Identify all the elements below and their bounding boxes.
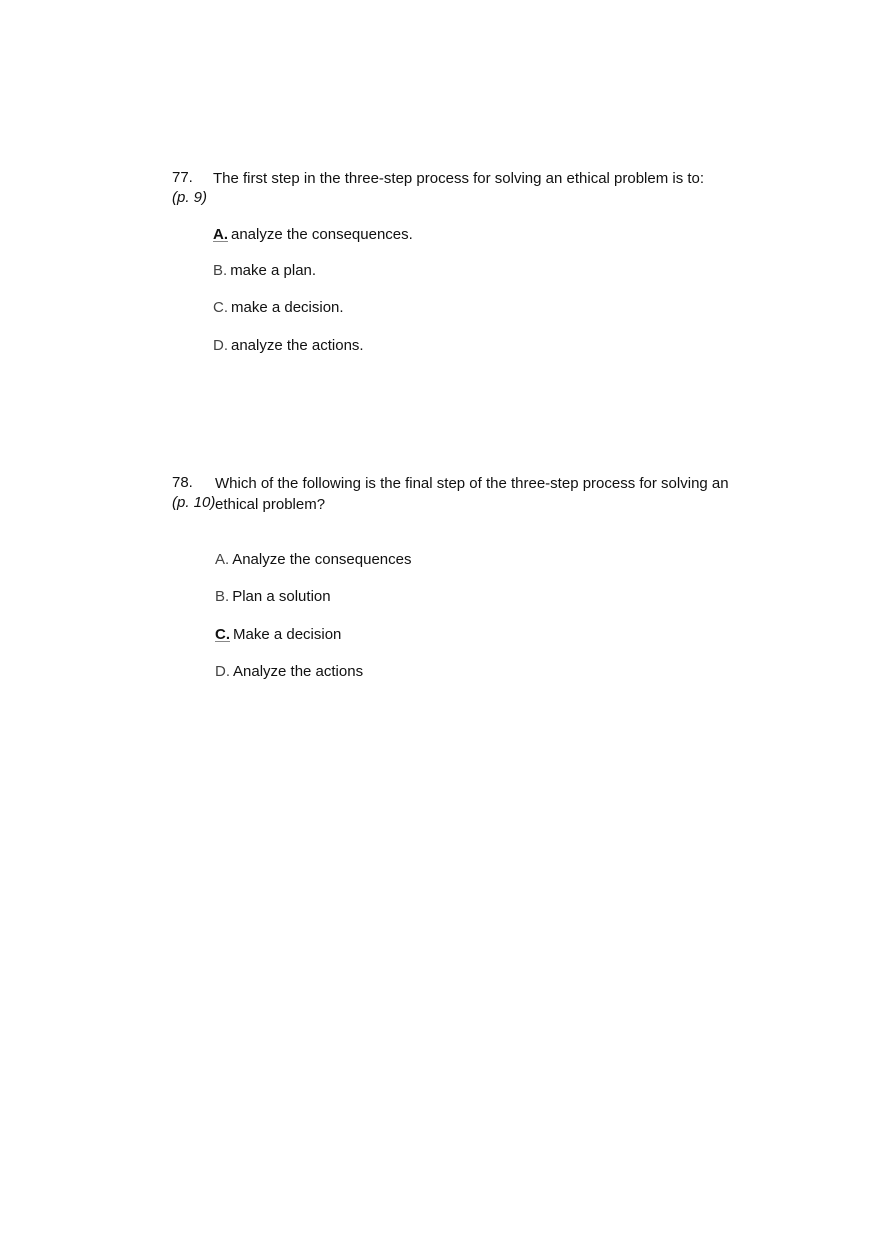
question-stem: The first step in the three-step process for solving an ethical problem is to:	[213, 170, 705, 187]
option-letter: A.	[215, 551, 230, 568]
option-letter: B.	[215, 588, 230, 605]
option-b	[215, 587, 331, 607]
page-reference: (p. 10)	[172, 494, 216, 511]
option-text: Analyze the actions	[233, 663, 364, 680]
option-text: Analyze the consequences	[232, 551, 412, 568]
question-number: 78.	[172, 474, 193, 491]
option-text: Plan a solution	[232, 588, 331, 605]
option-text: analyze the actions.	[231, 337, 364, 354]
question-number: 77.	[172, 169, 193, 186]
option-letter: D.	[215, 663, 230, 680]
option-text: Make a decision	[233, 626, 342, 643]
option-text: make a decision.	[231, 299, 344, 316]
option-letter: C.	[213, 299, 228, 316]
page-reference: (p. 9)	[172, 189, 208, 206]
option-a	[213, 225, 413, 245]
option-letter: D.	[213, 337, 228, 354]
option-letter: B.	[213, 262, 228, 279]
option-text: make a plan.	[230, 262, 317, 279]
option-b	[213, 261, 316, 281]
option-d	[215, 662, 363, 682]
option-letter-correct: C.	[215, 626, 230, 643]
option-c	[213, 298, 344, 318]
option-letter-correct: A.	[213, 226, 228, 243]
question-stem: Which of the following is the final step of the three-step process for solving an ethical problem?	[215, 475, 729, 513]
option-a	[215, 550, 411, 570]
option-d	[213, 336, 364, 356]
option-text: analyze the consequences.	[231, 226, 413, 243]
option-c	[215, 625, 341, 645]
